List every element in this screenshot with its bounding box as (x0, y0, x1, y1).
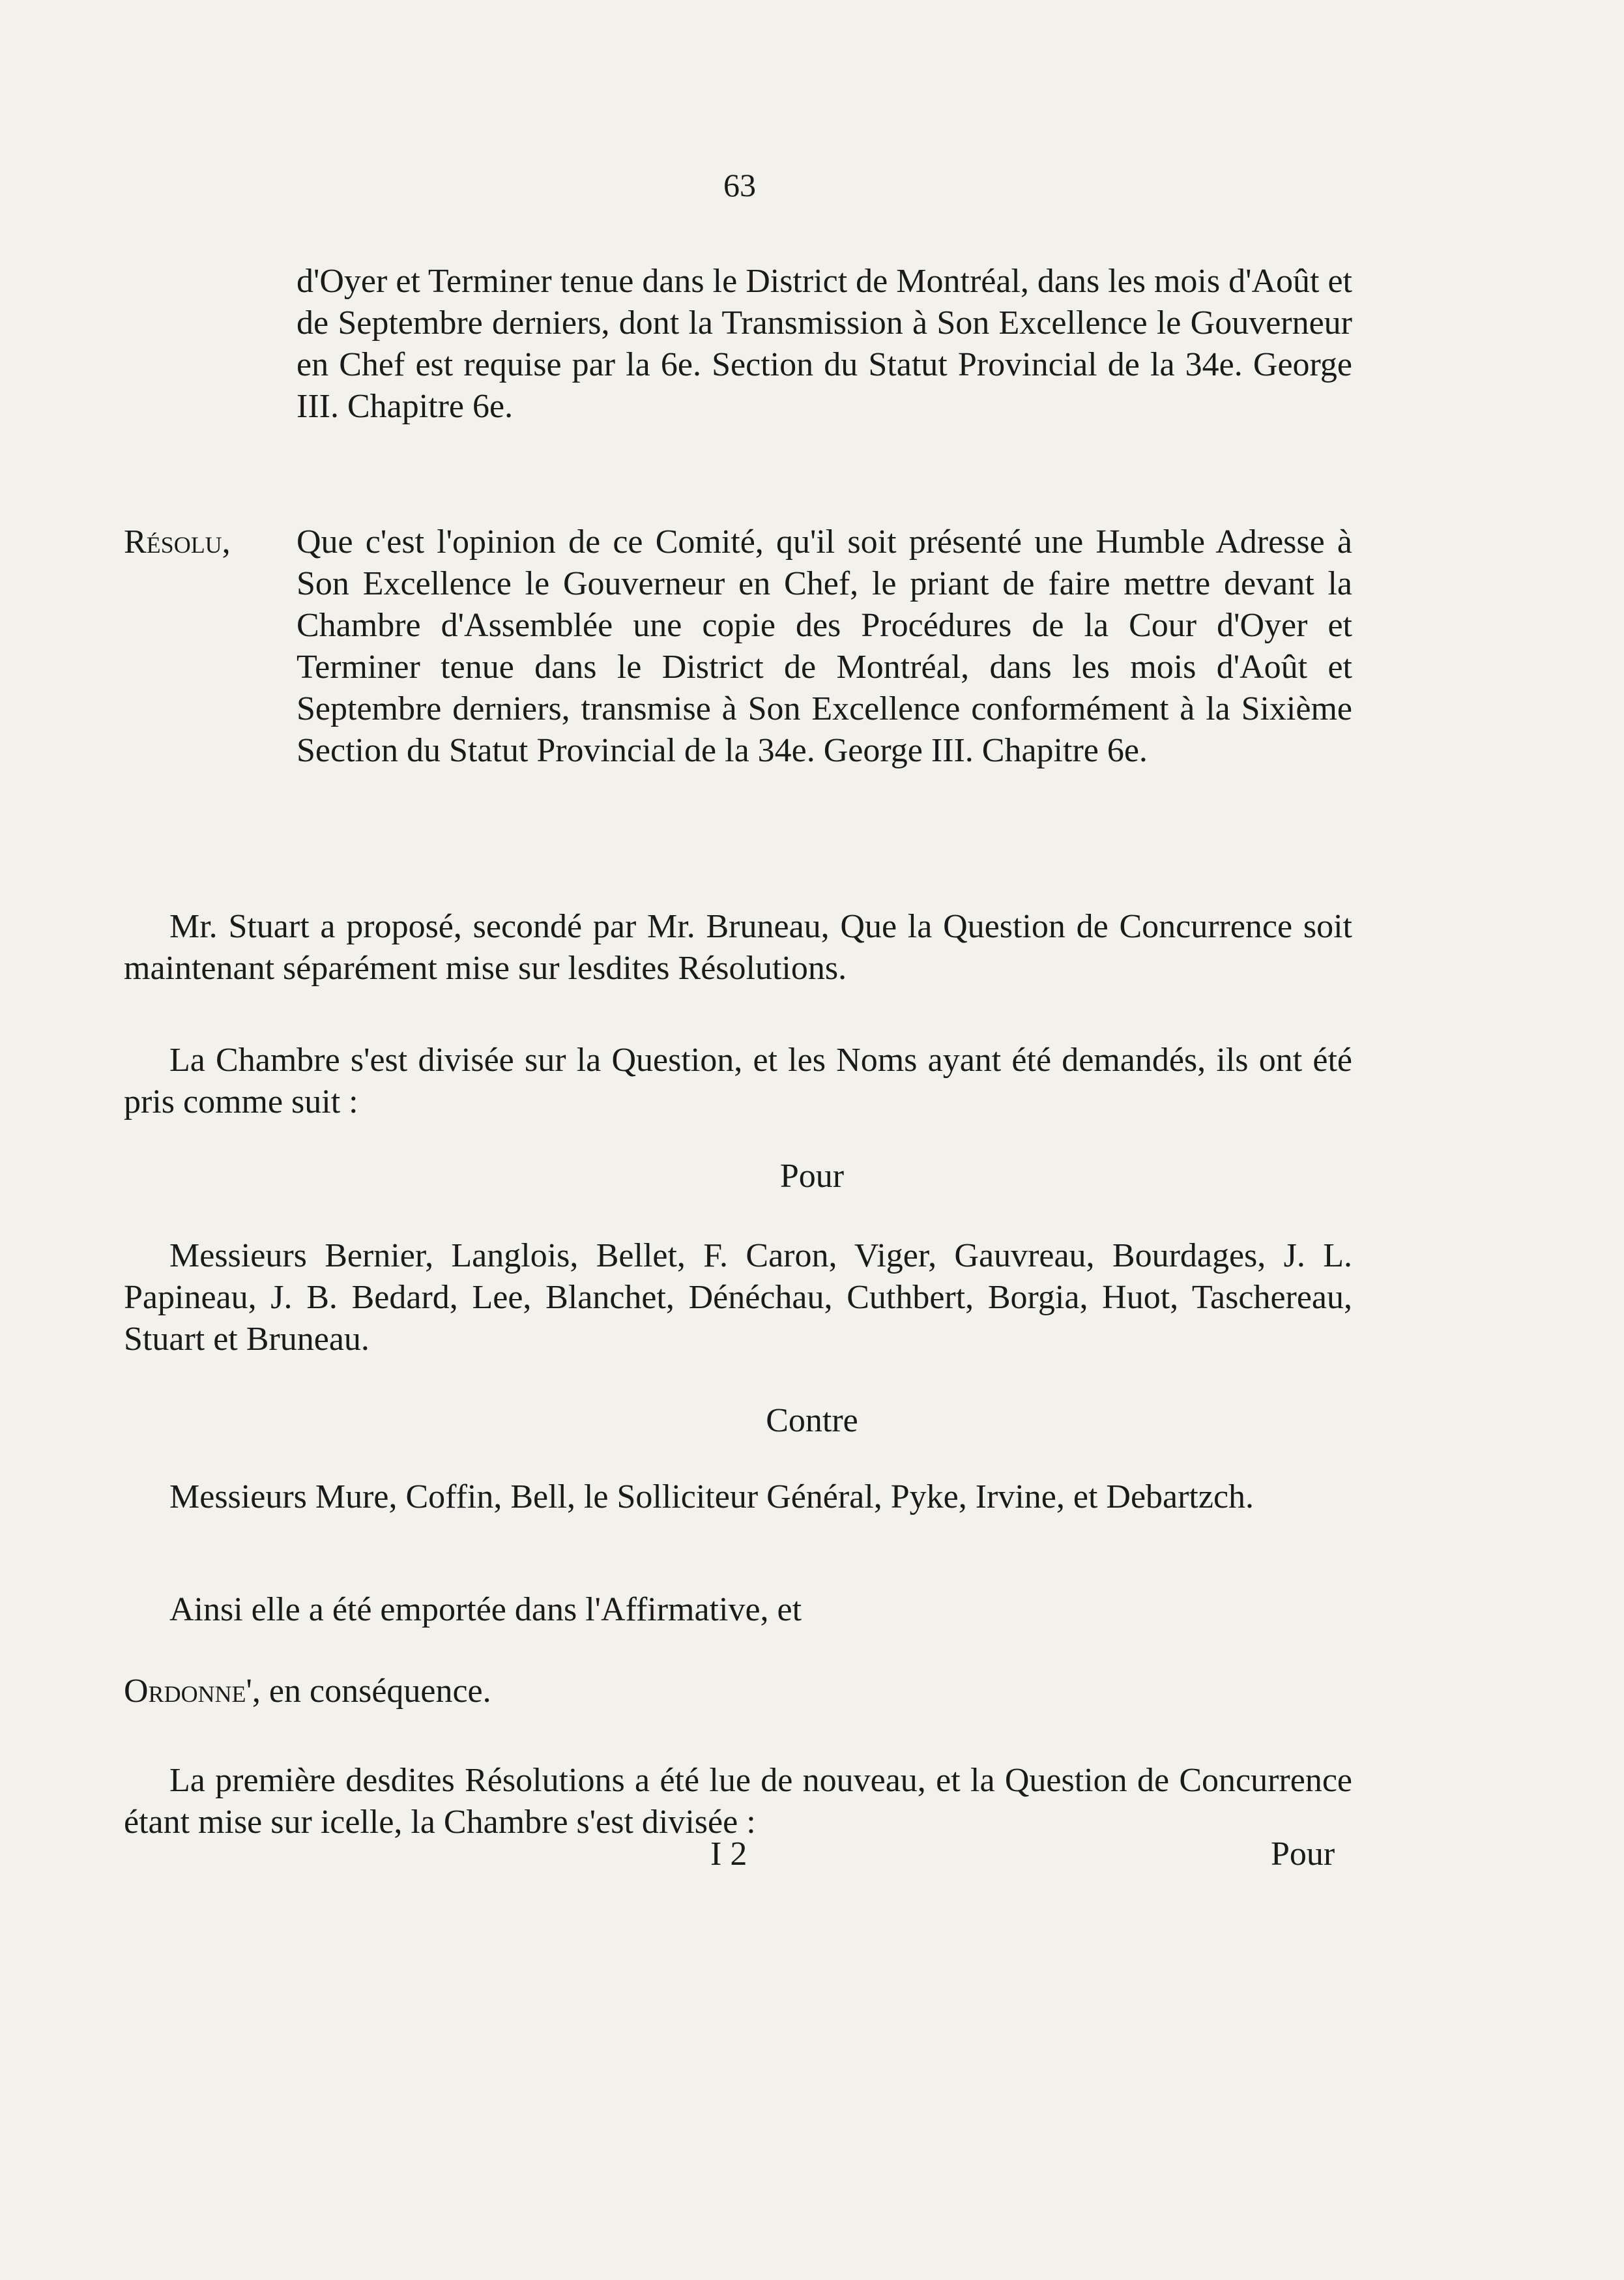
final-paragraph: La première desdites Résolutions a été lue de nouveau, et la Question de Concurrence étant mise sur icelle, la Chambre s'est divisée : (124, 1762, 1352, 1841)
resolution-paragraph (124, 521, 1352, 772)
ordonne-rest: en conséquence. (268, 1673, 491, 1710)
division-paragraph: La Chambre s'est divisée sur la Question, et les Noms ayant été demandés, ils ont été pris comme suit : (124, 1042, 1352, 1120)
contre-heading: Contre (766, 1402, 858, 1439)
signature-mark: I 2 (710, 1835, 747, 1873)
pour-heading: Pour (779, 1158, 845, 1195)
resolution-body: Que c'est l'opinion de ce Comité, qu'il soit présenté une Humble Adresse à Son Excellence le Gouverneur en Chef, le priant de faire mettre devant la Chambre d'Assemblée une copie des Procédures de la Cour d'Oyer et Terminer tenue dans le District de Montréal, dans les mois d'Août et Septembre derniers, transmise à Son Excellence conformément à la Sixième Section du Statut Provincial de la 34e. George III. Chapitre 6e. (297, 523, 1352, 769)
ainsi-line: Ainsi elle a été emportée dans l'Affirmative, et (169, 1591, 802, 1628)
catchword: Pour (1271, 1835, 1335, 1873)
pour-names: Messieurs Bernier, Langlois, Bellet, F. Caron, Viger, Gauvreau, Bourdages, J. L. Papineau, J. B. Bedard, Lee, Blanchet, Dénéchau, Cuthbert, Borgia, Huot, Taschereau, Stuart et Bruneau. (124, 1237, 1352, 1358)
ordonne-line (124, 1672, 491, 1710)
continuation-paragraph: d'Oyer et Terminer tenue dans le District de Montréal, dans les mois d'Août et de Septembre derniers, dont la Transmission à Son Excellence le Gouverneur en Chef est requise par la 6e. Section du Statut Provincial de la 34e. George III. Chapitre 6e. (297, 263, 1352, 425)
page-number: 63 (723, 167, 756, 203)
ordonne-lead: Ordonne', (124, 1673, 261, 1710)
resolution-lead: Résolu, (124, 523, 231, 561)
motion-paragraph: Mr. Stuart a proposé, secondé par Mr. Bruneau, Que la Question de Concurrence soit maintenant séparément mise sur lesdites Résolutions. (124, 908, 1352, 987)
contre-names: Messieurs Mure, Coffin, Bell, le Solliciteur Général, Pyke, Irvine, et Debartzch. (169, 1478, 1254, 1515)
